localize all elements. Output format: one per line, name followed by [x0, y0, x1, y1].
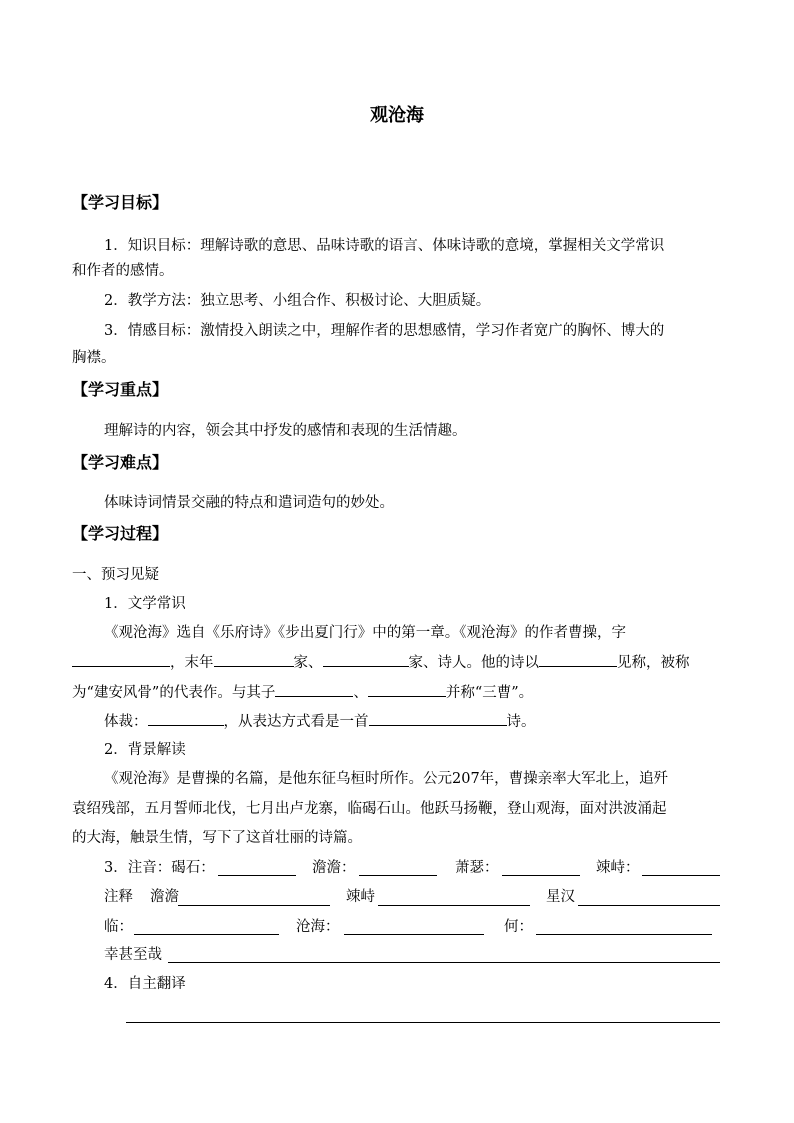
- text-segment: 体裁：: [104, 714, 148, 730]
- literary-knowledge-heading: 1．文学常识: [104, 596, 186, 612]
- fill-blank[interactable]: [275, 682, 353, 697]
- pronunciation-word: 萧瑟：: [455, 860, 499, 876]
- translation-answer-line[interactable]: [126, 1022, 720, 1023]
- annotation-word: 何：: [504, 919, 533, 935]
- goal-3-line-2: 胸襟。: [72, 350, 116, 366]
- annotation-label: 注释: [104, 889, 133, 905]
- text-segment: 家、诗人。他的诗以: [408, 655, 539, 671]
- pronunciation-word: 竦峙：: [596, 860, 640, 876]
- annotation-word: 澹澹: [150, 889, 179, 905]
- background-line-2: 袁绍残部，五月誓师北伐，七月出卢龙寨，临碣石山。他跃马扬鞭，登山观海，面对洪波涌起: [72, 801, 667, 817]
- text-segment: 见称，被称: [617, 655, 690, 671]
- difficulties-text: 体味诗词情景交融的特点和遣词造句的妙处。: [104, 495, 394, 511]
- genre-line: [104, 711, 536, 732]
- fill-blank-courtesy-name[interactable]: [72, 652, 170, 667]
- text-segment: ，从表达方式看是一首: [223, 714, 369, 730]
- text-segment: 为“建安风骨”的代表作。与其子: [72, 685, 276, 701]
- key-points-text: 理解诗的内容，领会其中抒发的感情和表现的生活情趣。: [104, 423, 467, 439]
- translation-heading: 4．自主翻译: [104, 976, 186, 992]
- page-title: 观沧海: [370, 105, 424, 126]
- section-heading-process: 【学习过程】: [72, 524, 169, 543]
- fill-blank[interactable]: [359, 875, 437, 876]
- background-line-1: 《观沧海》是曹操的名篇，是他东征乌桓时所作。公元207年，曹操亲率大军北上，追歼: [104, 771, 669, 787]
- fill-blank[interactable]: [168, 962, 720, 963]
- goal-3-line-1: 3．情感目标：激情投入朗读之中，理解作者的思想感情，学习作者宽广的胸怀、博大的: [104, 323, 665, 339]
- fill-blank[interactable]: [642, 875, 720, 876]
- pronunciation-word: 澹澹：: [312, 860, 356, 876]
- background-heading: 2．背景解读: [104, 742, 186, 758]
- literary-knowledge-line-3: [72, 682, 533, 703]
- fill-blank-genre[interactable]: [148, 711, 224, 726]
- fill-blank[interactable]: [539, 652, 617, 667]
- annotation-word: 沧海：: [296, 919, 340, 935]
- annotation-word: 临：: [104, 919, 133, 935]
- text-segment: ，末年: [170, 655, 214, 671]
- background-line-3: 的大海，触景生情，写下了这首壮丽的诗篇。: [72, 830, 362, 846]
- annotation-word: 幸甚至哉: [104, 947, 162, 963]
- fill-blank[interactable]: [134, 934, 279, 935]
- fill-blank[interactable]: [218, 875, 296, 876]
- fill-blank[interactable]: [536, 934, 712, 935]
- text-segment: 并称“三曹”。: [445, 685, 534, 701]
- annotation-word: 竦峙: [346, 889, 375, 905]
- fill-blank[interactable]: [578, 905, 720, 906]
- section-heading-goals: 【学习目标】: [72, 193, 169, 212]
- pronunciation-label: 3．注音：碣石：: [104, 860, 215, 876]
- fill-blank[interactable]: [502, 875, 580, 876]
- fill-blank[interactable]: [368, 682, 446, 697]
- goal-1-line-2: 和作者的感情。: [72, 263, 174, 279]
- section-heading-difficulties: 【学习难点】: [72, 453, 169, 472]
- text-segment: 、: [353, 685, 368, 701]
- goal-1-line-1: 1．知识目标：理解诗歌的意思、品味诗歌的语言、体味诗歌的意境，掌握相关文学常识: [104, 238, 665, 254]
- text-segment: 家、: [293, 655, 323, 671]
- fill-blank[interactable]: [378, 905, 530, 906]
- section-heading-key-points: 【学习重点】: [72, 380, 169, 399]
- literary-knowledge-line-1: 《观沧海》选自《乐府诗》《步出夏门行》中的第一章。《观沧海》的作者曹操，字: [104, 625, 626, 641]
- text-segment: 诗。: [506, 714, 536, 730]
- fill-blank[interactable]: [344, 934, 484, 935]
- fill-blank[interactable]: [178, 905, 330, 906]
- preview-heading: 一、预习见疑: [72, 567, 159, 583]
- annotation-word: 星汉: [546, 889, 575, 905]
- fill-blank[interactable]: [214, 652, 294, 667]
- goal-2: 2．教学方法：独立思考、小组合作、积极讨论、大胆质疑。: [104, 293, 491, 309]
- literary-knowledge-line-2: [72, 652, 690, 673]
- fill-blank-expression[interactable]: [369, 711, 507, 726]
- fill-blank[interactable]: [323, 652, 409, 667]
